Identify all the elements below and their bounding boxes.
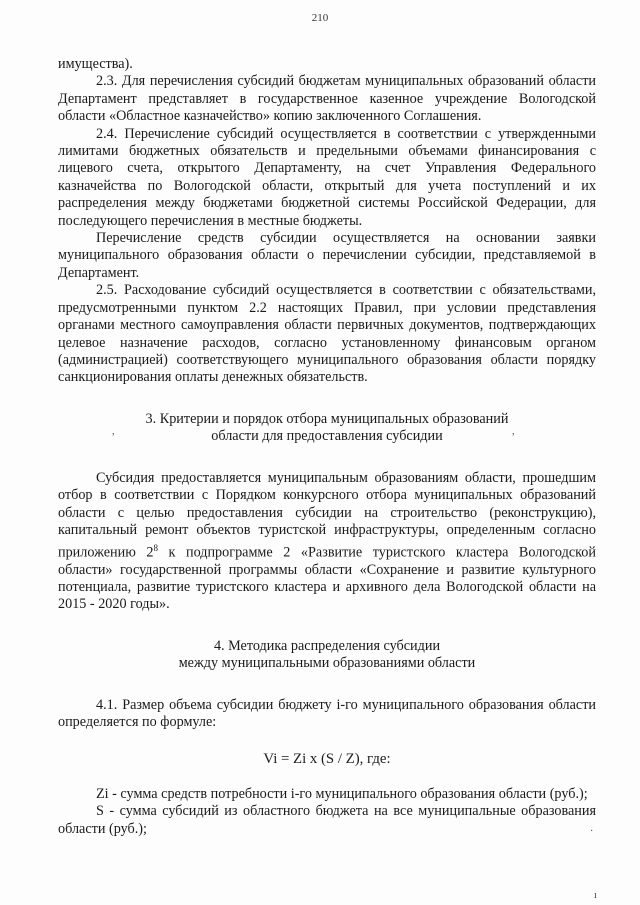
- section-4-heading-line2: между муниципальными образованиями области: [178, 655, 476, 672]
- scan-mark: ,: [112, 426, 115, 437]
- section-3-heading-line2: области для предоставления субсидии: [211, 428, 443, 445]
- scan-mark: ,: [512, 426, 515, 437]
- formula: Vi = Zi x (S / Z), где:: [263, 750, 391, 767]
- document-body: [58, 56, 596, 838]
- paragraph-section-3-text: Субсидия предоставляется муниципальным образованиям области, прошедшим отбор в соответствии с Порядком конкурсного отбора муниципальных образований области с целью предоставления субсидии на строительство (реконструкцию), капитальный ремонт объектов туристской инфраструктуры, определенным согласно приложению 2: [58, 469, 596, 561]
- paragraph-section-3: [58, 470, 596, 614]
- section-3-heading-line1: 3. Критерии и порядок отбора муниципальных образований: [145, 410, 509, 427]
- scan-mark: ·: [590, 826, 594, 837]
- paragraph-2-5: 2.5. Расходование субсидий осуществляется в соответствии с обязательствами, предусмотренными пунктом 2.2 настоящих Правил, при условии представления органами местного самоуправления области первичных документов, подтверждающих целевое назначение расходов, согласно установленному финансовым органом (администрацией) соответствующего муниципального образования области порядку санкционирования оплаты денежных обязательств.: [58, 282, 596, 386]
- paragraph-2-4-transfer: Перечисление средств субсидии осуществляется на основании заявки муниципального образования области о перечислении субсидии, представляемой в Департамент.: [58, 230, 596, 281]
- paragraph-4-1: 4.1. Размер объема субсидии бюджету i-го муниципального образования области определяется по формуле:: [58, 697, 596, 731]
- appendix-superscript: 8: [153, 542, 158, 553]
- paragraph-2-3: 2.3. Для перечисления субсидий бюджетам муниципальных образований области Департамент представляет в государственное казенное учреждение Вологодской области «Областное казначейство» копию заключенного Соглашения.: [58, 73, 596, 125]
- paragraph-2-4: 2.4. Перечисление субсидий осуществляется в соответствии с утвержденными лимитами бюджетных обязательств и предельными объемами финансирования с лицевого счета, открытого Департаменту, на счет Управления Федерального казначейства по Вологодской области, открытый для учета поступлений и их распределения между бюджетами бюджетной системы Российской Федерации, для последующего перечисления в местные бюджеты.: [58, 125, 596, 229]
- definition-s: S - сумма субсидий из областного бюджета на все муниципальные образования области (руб.);: [58, 803, 596, 837]
- definition-zi: Zi - сумма средств потребности i-го муниципального образования области (руб.);: [96, 785, 588, 802]
- paragraph-section-3-end: к подпрограмме 2 «Развитие туристского кластера Вологодской области» государственной программы области «Сохранение и развитие культурного потенциала, развитие туристского кластера и архивного дела Вологодской области на 2015 - 2020 годы».: [58, 544, 596, 613]
- page-number: 210: [311, 12, 329, 24]
- scan-mark: ı: [594, 890, 597, 901]
- section-4-heading-line1: 4. Методика распределения субсидии: [213, 637, 441, 654]
- paragraph-continuation: имущества).: [58, 56, 133, 72]
